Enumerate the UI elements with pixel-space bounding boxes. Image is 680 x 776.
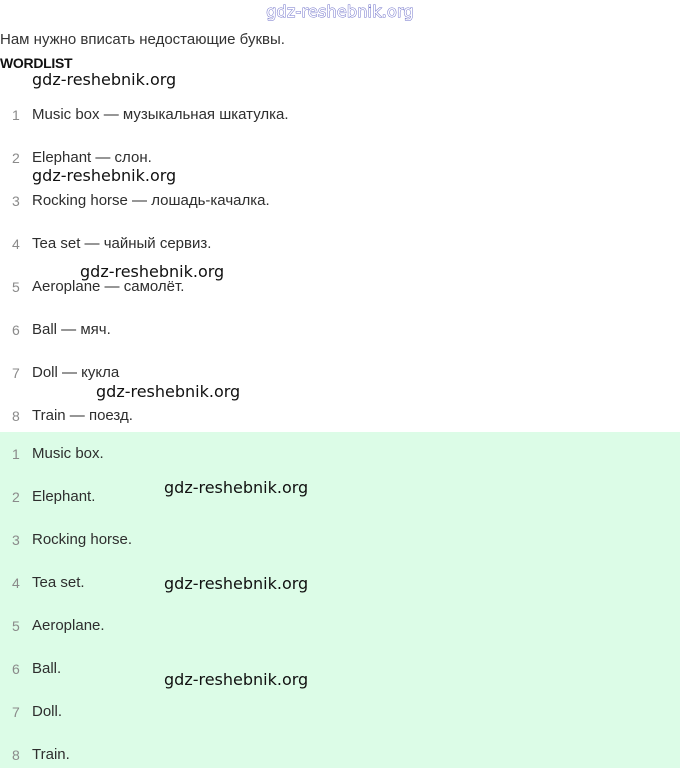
item-number: 8: [12, 407, 20, 424]
answer-number: 7: [12, 703, 20, 720]
answer-item: [0, 604, 680, 647]
watermark-overlay: gdz-reshebnik.org: [80, 262, 225, 281]
item-text: Train — поезд.: [32, 407, 133, 424]
intro-text: Нам нужно вписать недостающие буквы.: [0, 31, 285, 48]
item-number: 6: [12, 321, 20, 338]
watermark-overlay: gdz-reshebnik.org: [96, 382, 241, 401]
answer-number: 1: [12, 445, 20, 462]
answer-number: 2: [12, 488, 20, 505]
item-text: Doll — кукла: [32, 364, 120, 381]
wordlist-item: [0, 222, 680, 265]
item-number: 2: [12, 149, 20, 166]
item-number: 5: [12, 278, 20, 295]
wordlist-title: WORDLIST: [0, 55, 73, 71]
item-text: Ball — мяч.: [32, 321, 111, 338]
answer-text: Doll.: [32, 703, 63, 720]
answer-item: [0, 518, 680, 561]
item-text: Tea set — чайный сервиз.: [32, 235, 212, 252]
answer-text: Tea set.: [32, 574, 85, 591]
answer-item: [0, 432, 680, 475]
answer-text: Elephant.: [32, 488, 96, 505]
answer-text: Aeroplane.: [32, 617, 105, 634]
header-watermark: gdz-reshebnik.org: [266, 2, 414, 21]
item-text: Elephant — слон.: [32, 149, 152, 166]
wordlist-item: [0, 308, 680, 351]
answer-item: [0, 475, 680, 518]
answer-number: 6: [12, 660, 20, 677]
watermark-overlay: gdz-reshebnik.org: [32, 70, 177, 89]
answers-list: [0, 432, 680, 768]
item-number: 7: [12, 364, 20, 381]
item-text: Aeroplane — самолёт.: [32, 278, 185, 295]
answer-item: [0, 690, 680, 733]
watermark-overlay: gdz-reshebnik.org: [32, 166, 177, 185]
item-number: 4: [12, 235, 20, 252]
item-number: 3: [12, 192, 20, 209]
item-number: 1: [12, 106, 20, 123]
answer-number: 8: [12, 746, 20, 763]
answer-number: 5: [12, 617, 20, 634]
watermark-overlay: gdz-reshebnik.org: [164, 574, 309, 593]
answer-item: [0, 647, 680, 690]
answer-text: Rocking horse.: [32, 531, 133, 548]
answer-text: Music box.: [32, 445, 104, 462]
watermark-overlay: gdz-reshebnik.org: [164, 478, 309, 497]
answer-text: Ball.: [32, 660, 62, 677]
answer-item: [0, 733, 680, 776]
item-text: Music box — музыкальная шкатулка.: [32, 106, 289, 123]
wordlist-item: [0, 93, 680, 136]
item-text: Rocking horse — лошадь-качалка.: [32, 192, 270, 209]
answer-number: 3: [12, 531, 20, 548]
answer-item: [0, 561, 680, 604]
answer-text: Train.: [32, 746, 70, 763]
wordlist-item: [0, 179, 680, 222]
watermark-overlay: gdz-reshebnik.org: [164, 670, 309, 689]
answer-number: 4: [12, 574, 20, 591]
